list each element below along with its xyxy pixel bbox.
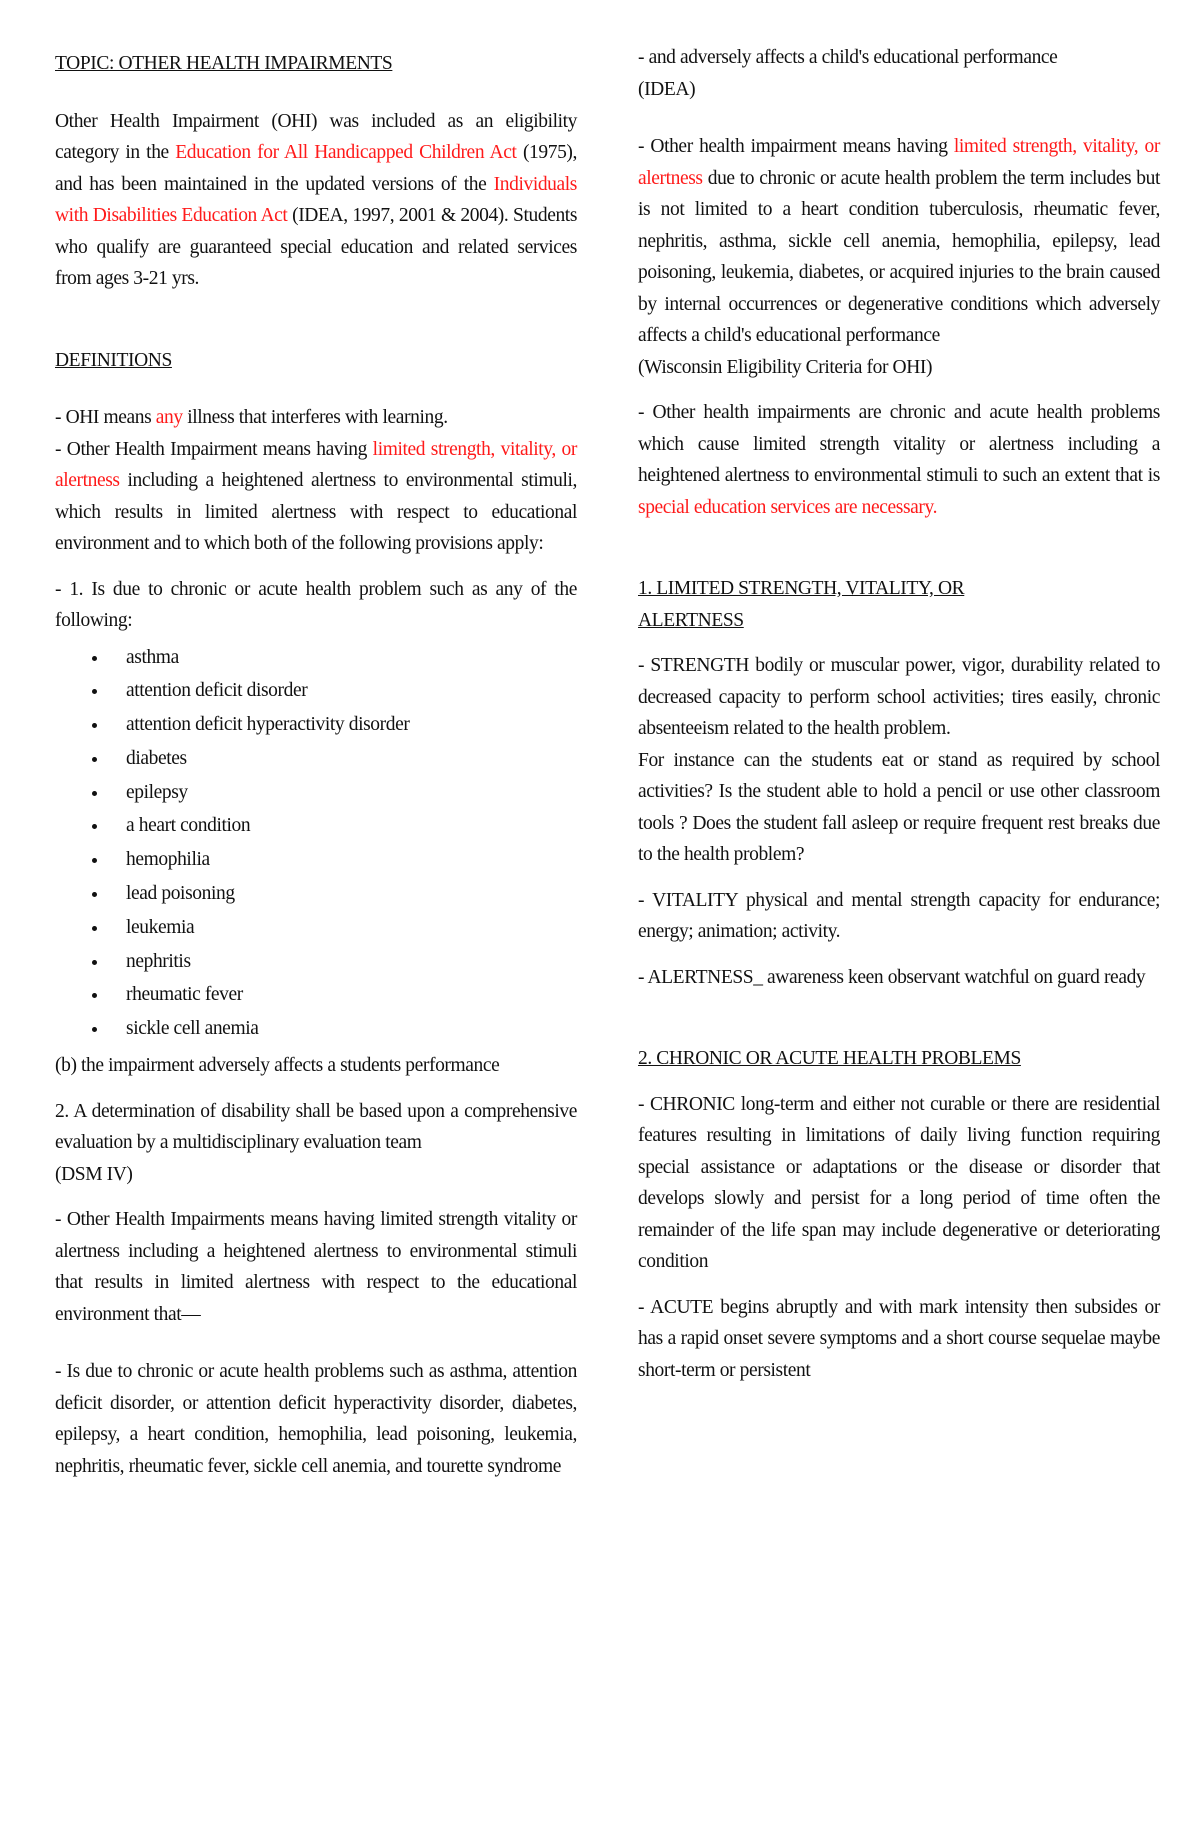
law-name-eaha: Education for All Handicapped Children Act xyxy=(175,142,517,163)
condition-item: sickle cell anemia xyxy=(55,1012,577,1046)
condition-item: asthma xyxy=(55,641,577,675)
condition-item: rheumatic fever xyxy=(55,978,577,1012)
condition-item: lead poisoning xyxy=(55,877,577,911)
dsm-due-to: - Is due to chronic or acute health problems such as asthma, attention deficit disorder, or attention deficit hyperactivity disorder, diabetes, epilepsy, a heart condition, hemophilia, lead poisoning, leukemia, nephritis, rheumatic fever, sickle cell anemia, and tourette syndrome xyxy=(55,1361,577,1477)
condition-item: diabetes xyxy=(55,742,577,776)
provision-2: 2. A determination of disability shall be based upon a comprehensive evaluation by a multidisciplinary evaluation team xyxy=(55,1100,577,1154)
provision-1: - 1. Is due to chronic or acute health problem such as any of the following: xyxy=(55,578,577,631)
idea-continuation: - and adversely affects a child's educational performance xyxy=(638,47,1058,68)
vitality-definition: - VITALITY physical and mental strength capacity for endurance; energy; animation; activity. xyxy=(638,889,1160,942)
condition-item: hemophilia xyxy=(55,843,577,877)
intro-paragraph: Other Health Impairment (OHI) was included as an eligibility category in the Education for All Handicapped Children Act (1975), and has been maintained in the updated versions of the Individuals with Disabilities Education Act (IDEA, 1997, 2001 & 2004). Students who qualify are guaranteed special education and related services from ages 3-21 yrs. xyxy=(55,110,578,289)
strength-definition: - STRENGTH bodily or muscular power, vigor, durability related to decreased capacity to perform school activities; tires easily, chronic absenteeism related to the health problem. xyxy=(638,655,1160,739)
law-name-idea: Individuals with Disabilities Education Act xyxy=(55,173,577,226)
condition-item: leukemia xyxy=(55,911,577,945)
page-title: TOPIC: OTHER HEALTH IMPAIRMENTS xyxy=(55,53,393,74)
definition-limited-strength: - Other Health Impairment means having limited strength, vitality, or alertness including a heightened alertness to environmental stimuli, which results in limited alertness with respect to educational environment and to which both of the following provisions apply: xyxy=(55,438,577,554)
chronic-definition: - CHRONIC long-term and either not curable or there are residential features resulting in limitations of daily living function requiring special assistance or adaptations or the disease or disorder that develops slowly and persist for a long period of time often the remainder of the life span may include degenerative or deteriorating condition xyxy=(638,1093,1160,1272)
wisconsin-label: (Wisconsin Eligibility Criteria for OHI) xyxy=(638,356,933,378)
provision-b: (b) the impairment adversely affects a students performance xyxy=(55,1055,500,1077)
condition-item: a heart condition xyxy=(55,809,577,843)
acute-definition: - ACUTE begins abruptly and with mark intensity then subsides or has a rapid onset severe symptoms and a short course sequelae maybe short-term or persistent xyxy=(638,1296,1160,1381)
condition-item: epilepsy xyxy=(55,776,577,810)
alertness-definition: - ALERTNESS_ awareness keen observant watchful on guard ready xyxy=(638,966,1146,988)
wisconsin-definition: - Other health impairment means having limited strength, vitality, or alertness due to chronic or acute health problem the term includes but is not limited to a heart condition tuberculosis, rheumatic fever, nephritis, asthma, sickle cell anemia, hemophilia, epilepsy, lead poisoning, leukemia, diabetes, or acquired injuries to the brain caused by internal occurrences or degenerative conditions which adversely affects a child's educational performance xyxy=(638,136,1160,346)
section-2-heading: 2. CHRONIC OR ACUTE HEALTH PROBLEMS xyxy=(638,1048,1021,1069)
chronic-acute-definition: - Other health impairments are chronic and acute health problems which cause limited strength vitality or alertness including a heightened alertness to environmental stimuli to such an extent that is special education services are necessary. xyxy=(638,402,1160,518)
strength-example: For instance can the students eat or stand as required by school activities? Is the student able to hold a pencil or use other classroom tools ? Does the student fall asleep or require frequent rest breaks due to the health problem? xyxy=(638,749,1160,865)
right-column xyxy=(638,48,1160,1386)
condition-item: attention deficit hyperactivity disorder xyxy=(55,708,577,742)
idea-label: (IDEA) xyxy=(638,78,696,100)
left-column xyxy=(55,48,577,1482)
dsm-definition: - Other Health Impairments means having limited strength vitality or alertness including a heightened alertness to environmental stimuli that results in limited alertness with respect to the educational environment that— xyxy=(55,1209,577,1325)
condition-item: attention deficit disorder xyxy=(55,674,577,708)
definitions-heading: DEFINITIONS xyxy=(55,349,172,371)
condition-item: nephritis xyxy=(55,945,577,979)
conditions-list xyxy=(55,641,577,1047)
section-1-heading: 1. LIMITED STRENGTH, VITALITY, OR ALERTNESS xyxy=(638,578,965,631)
definition-any-illness: - OHI means any illness that interferes with learning. xyxy=(55,407,448,428)
dsm-label: (DSM IV) xyxy=(55,1163,133,1185)
